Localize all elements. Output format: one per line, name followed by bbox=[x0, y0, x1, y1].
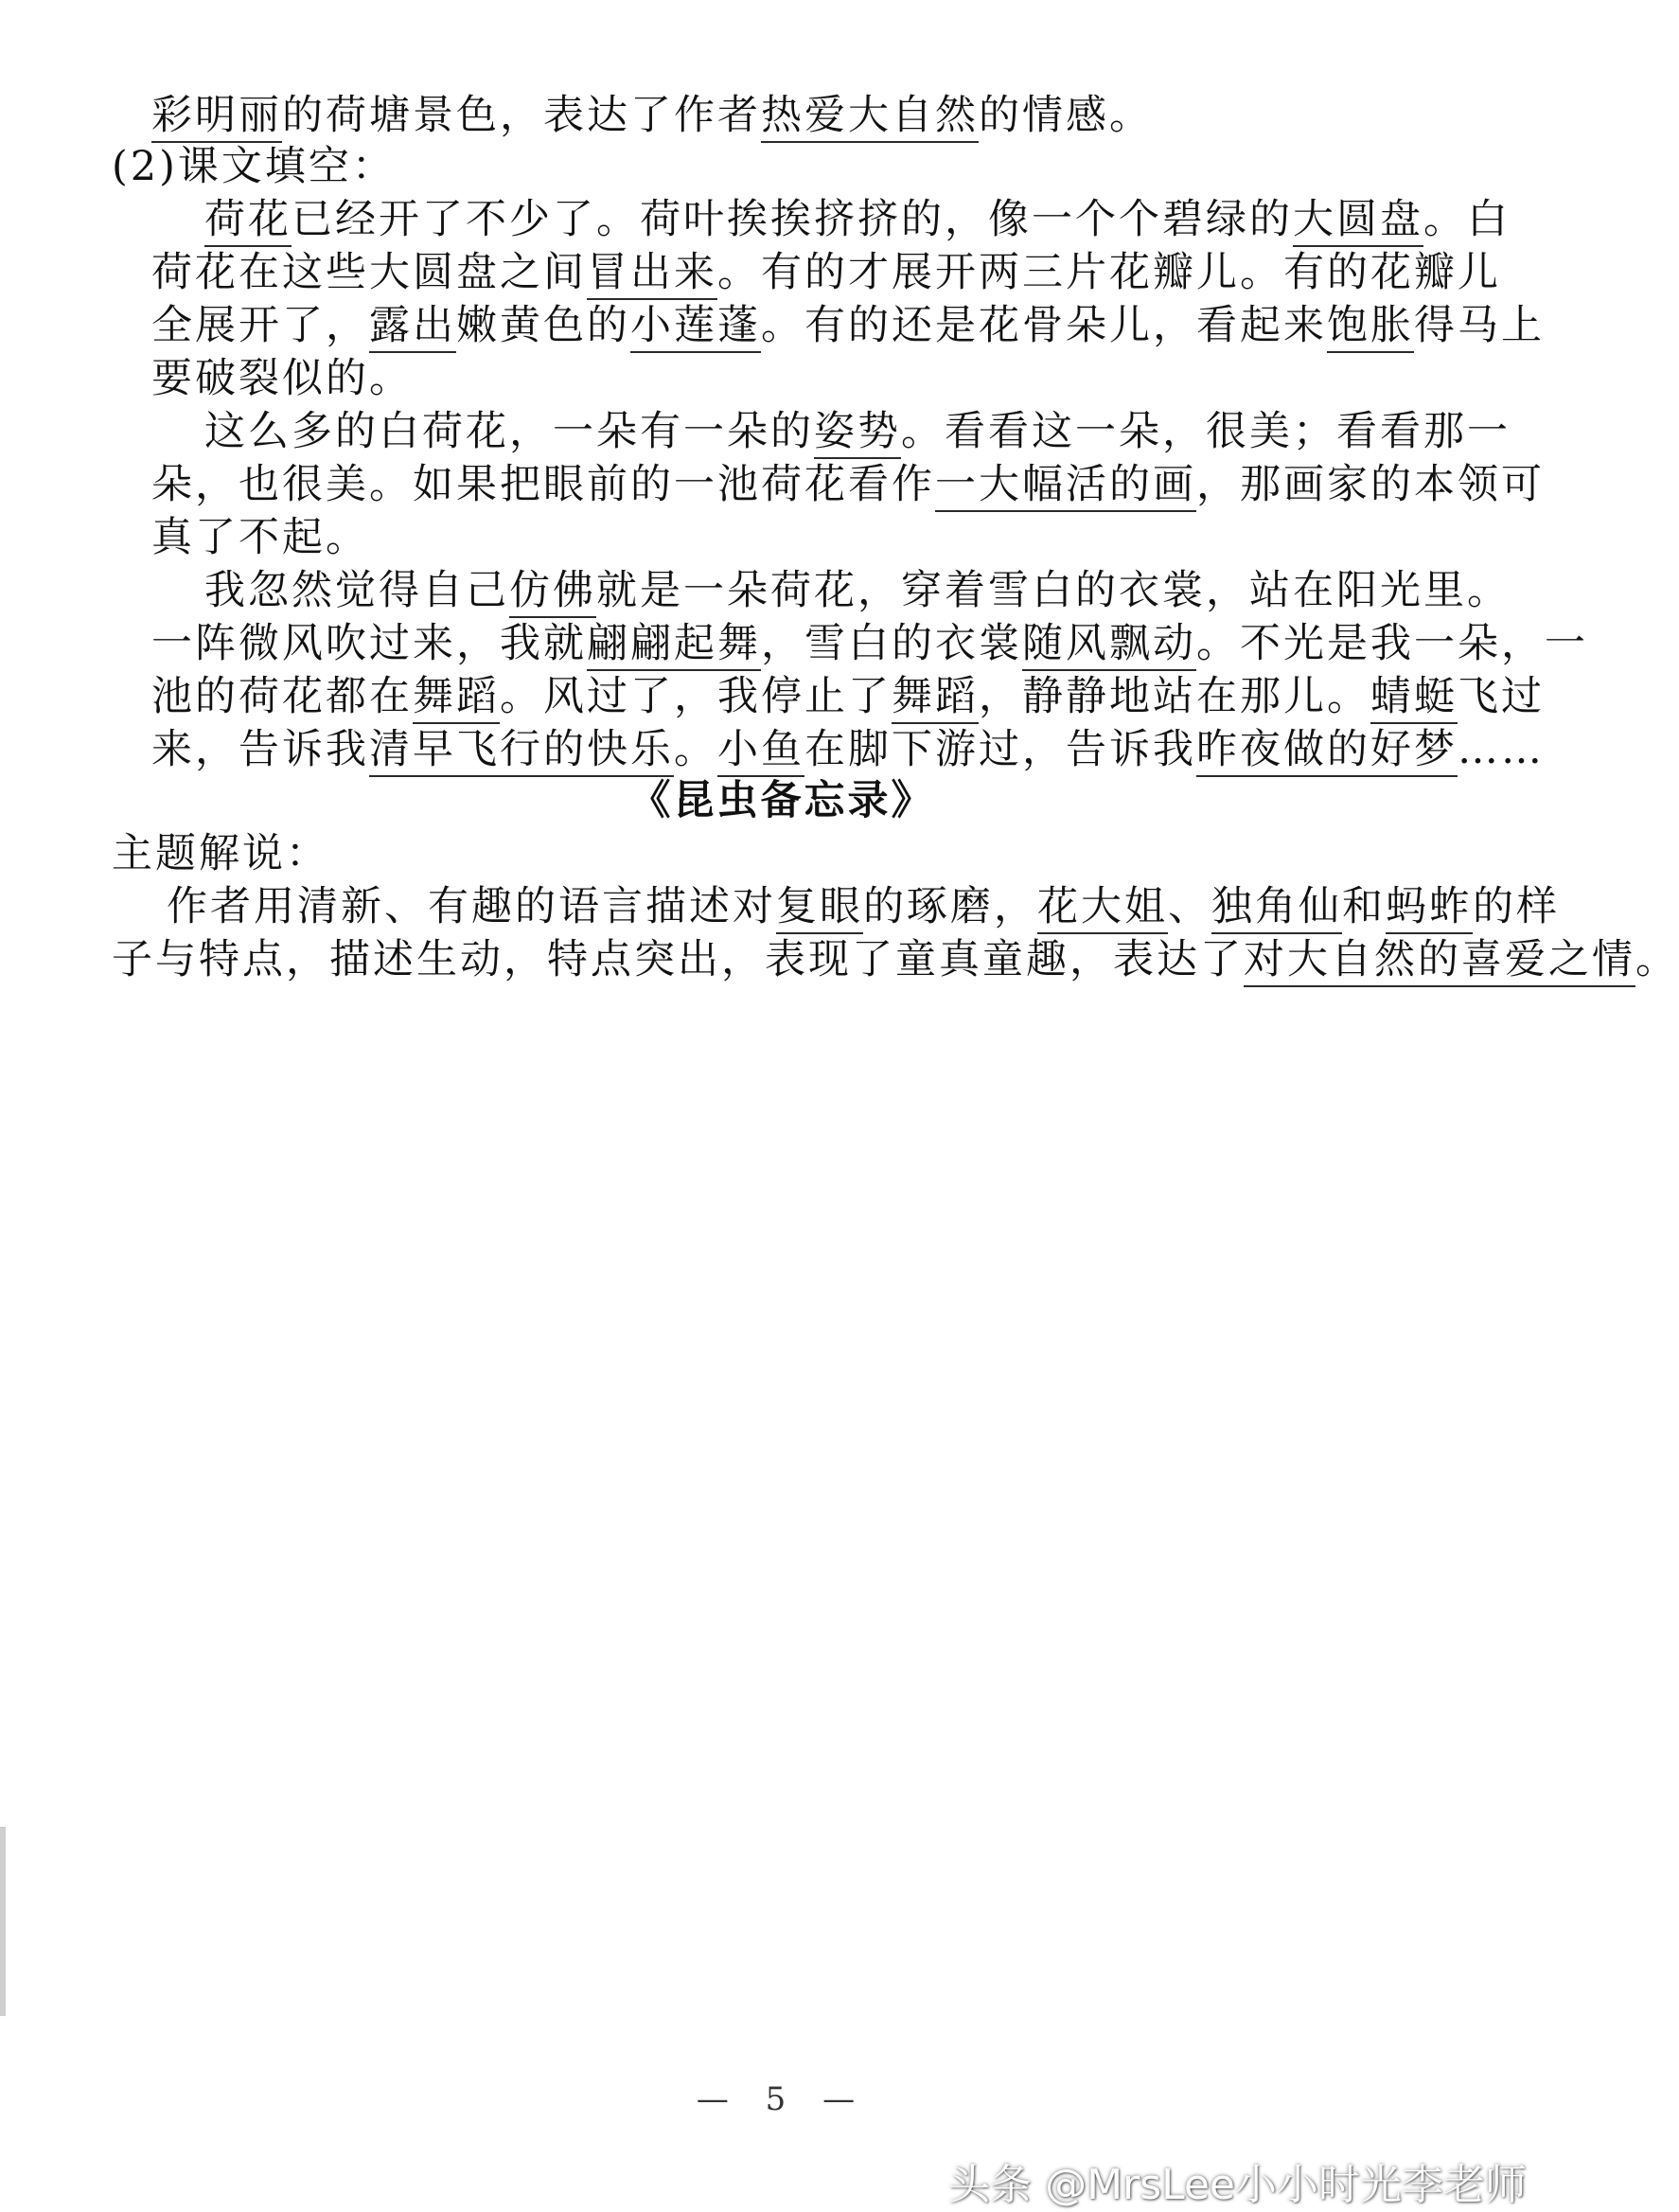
answer-blank: 小鱼 bbox=[717, 726, 804, 777]
text-span: ，那画家的本领可 bbox=[1196, 461, 1545, 508]
page-number: — 5 — bbox=[696, 2080, 869, 2118]
text-line bbox=[151, 352, 413, 405]
text-line bbox=[151, 89, 1153, 142]
text-line bbox=[151, 299, 1545, 352]
text-span: 的情感。 bbox=[979, 92, 1153, 139]
watermark: 头条 @MrsLee小小时光李老师 bbox=[948, 2161, 1527, 2209]
answer-blank: 荷花 bbox=[204, 196, 292, 247]
answer-blank: 翩翩起舞 bbox=[587, 620, 761, 671]
text-span: ，静静地站在那儿。 bbox=[979, 673, 1370, 720]
text-line bbox=[204, 564, 1511, 617]
answer-blank: 复眼 bbox=[776, 883, 863, 934]
text-span: 嫩黄色的 bbox=[456, 302, 630, 349]
text-span: 就是一朵荷花，穿着雪白的衣裳，站在阳光里。 bbox=[596, 567, 1511, 614]
answer-blank: 一大幅活的画 bbox=[935, 461, 1196, 512]
text-span: 的琢磨， bbox=[863, 883, 1037, 930]
section-title: 《昆虫备忘录》 bbox=[629, 777, 935, 824]
text-span: 。 bbox=[674, 726, 717, 773]
answer-blank: 小莲蓬 bbox=[630, 302, 761, 353]
text-line bbox=[151, 617, 1588, 670]
answer-blank: 蜻蜓 bbox=[1370, 673, 1458, 724]
text-span: 。有的还是花骨朵儿，看起来 bbox=[761, 302, 1327, 349]
text-line bbox=[151, 511, 369, 564]
answer-blank: 花大姐 bbox=[1037, 883, 1168, 934]
text-span: 真了不起。 bbox=[151, 514, 369, 561]
answer-blank: 热爱大自然 bbox=[761, 92, 979, 143]
text-line bbox=[204, 405, 1511, 458]
answer-blank: 清早飞行的快乐 bbox=[369, 726, 674, 777]
text-span: 池的荷花都在 bbox=[151, 673, 413, 720]
text-span: 。风过了，我停止了 bbox=[500, 673, 892, 720]
answer-blank: 随风飘动 bbox=[1022, 620, 1196, 671]
scan-edge-shadow bbox=[0, 1827, 6, 2016]
text-span: 这么多的白荷花，一朵有一朵的 bbox=[204, 408, 814, 455]
answer-blank: 舞蹈 bbox=[413, 673, 500, 724]
text-span: 子与特点，描述生动，特点突出，表现了童真童趣，表达了 bbox=[112, 936, 1244, 983]
answer-blank: 昨夜做的好梦 bbox=[1196, 726, 1458, 777]
text-span: 作者用清新、有趣的语言描述对 bbox=[167, 883, 776, 930]
section-label: 主题解说： bbox=[112, 830, 329, 877]
text-line bbox=[151, 246, 1501, 299]
text-span: 。白 bbox=[1423, 196, 1511, 243]
text-span: 。看看这一朵，很美；看看那一 bbox=[901, 408, 1511, 455]
text-span: 我忽然觉得自己 bbox=[204, 567, 509, 614]
answer-blank: 对大自然的喜爱之情 bbox=[1244, 936, 1635, 987]
text-span: 荷花在这些大圆盘之间 bbox=[151, 249, 587, 296]
text-span: 的荷塘景色，表达了作者 bbox=[282, 92, 761, 139]
text-span: 、 bbox=[1168, 883, 1211, 930]
text-span: …… bbox=[1458, 726, 1545, 773]
text-span: 。不光是我一朵，一 bbox=[1196, 620, 1588, 667]
text-span: 和 bbox=[1342, 883, 1386, 930]
answer-blank: 独角仙 bbox=[1211, 883, 1342, 934]
answer-blank: 露出 bbox=[369, 302, 456, 353]
text-span: 得马上 bbox=[1414, 302, 1545, 349]
text-line bbox=[151, 723, 1545, 776]
section-label: (2)课文填空： bbox=[112, 143, 396, 190]
text-line bbox=[167, 880, 1560, 933]
answer-blank: 仿佛 bbox=[509, 567, 596, 618]
answer-blank: 姿势 bbox=[814, 408, 901, 459]
text-span: 。有的才展开两三片花瓣儿。有的花瓣儿 bbox=[717, 249, 1501, 296]
answer-blank: 饱胀 bbox=[1327, 302, 1414, 353]
answer-blank: 冒出来 bbox=[587, 249, 717, 300]
text-span: 的样 bbox=[1473, 883, 1560, 930]
text-span: ，雪白的衣裳 bbox=[761, 620, 1022, 667]
text-span: 在脚下游过，告诉我 bbox=[804, 726, 1196, 773]
text-span: 要破裂似的。 bbox=[151, 355, 413, 402]
text-span: 来，告诉我 bbox=[151, 726, 369, 773]
text-span: 朵，也很美。如果把眼前的一池荷花看作 bbox=[151, 461, 935, 508]
text-line bbox=[151, 670, 1545, 723]
text-span: 一阵微风吹过来，我就 bbox=[151, 620, 587, 667]
text-line bbox=[204, 193, 1511, 246]
answer-blank: 彩明丽 bbox=[151, 92, 282, 143]
text-span: 。 bbox=[1635, 936, 1679, 983]
text-span: 飞过 bbox=[1458, 673, 1545, 720]
answer-blank: 舞蹈 bbox=[892, 673, 979, 724]
text-span: 已经开了不少了。荷叶挨挨挤挤的，像一个个碧绿的 bbox=[292, 196, 1293, 243]
answer-blank: 蚂蚱 bbox=[1386, 883, 1473, 934]
text-line bbox=[151, 458, 1545, 511]
answer-blank: 大圆盘 bbox=[1293, 196, 1423, 247]
text-span: 全展开了， bbox=[151, 302, 369, 349]
text-line bbox=[112, 933, 1679, 986]
